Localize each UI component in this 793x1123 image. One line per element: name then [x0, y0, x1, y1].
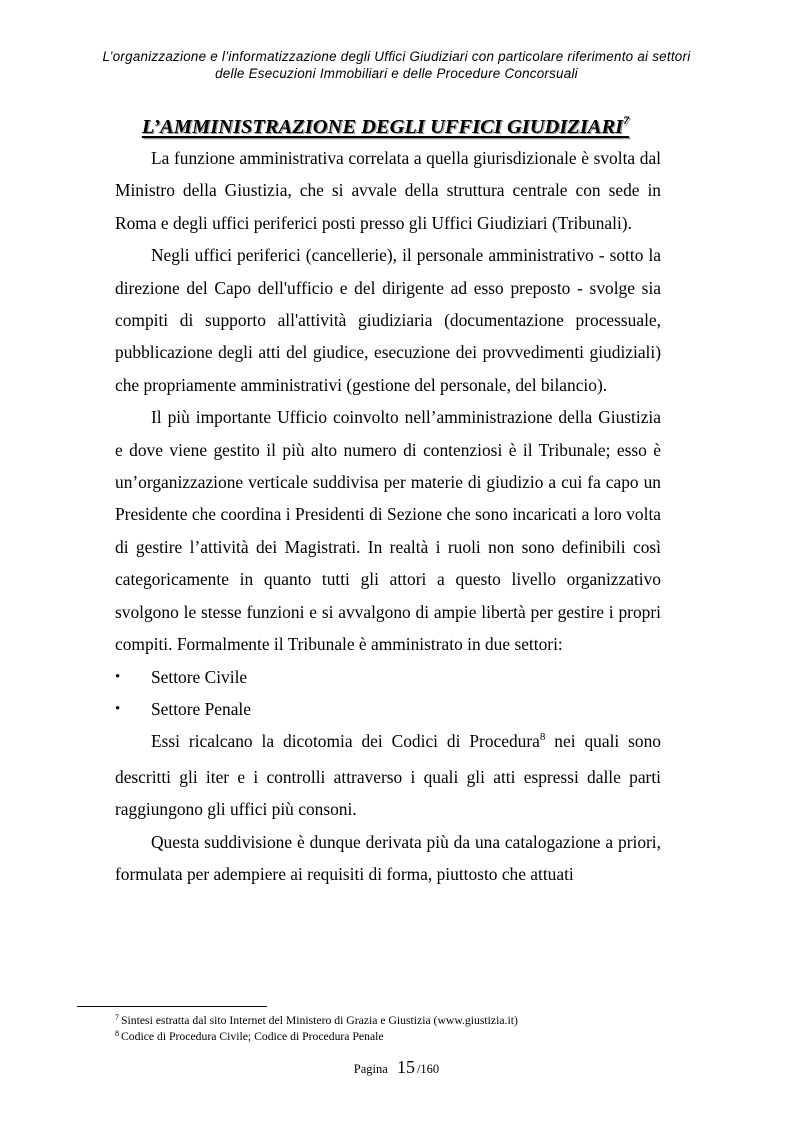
footnote-8	[115, 1029, 675, 1045]
bullet-icon: •	[115, 668, 121, 685]
paragraph-2: Negli uffici periferici (cancellerie), il personale amministrativo - sotto la direzione del Capo dell'ufficio e del dirigente ad esso preposto - svolge sia compiti di supporto all'attività giudiziaria (documentazione processuale, pubblicazione degli atti del giudice, esecuzione dei provvedimenti giudiziali) che propriamente amministrativi (gestione del personale, del bilancio).	[115, 245, 661, 395]
header-line-2: delle Esecuzioni Immobiliari e delle Procedure Concorsuali	[215, 66, 578, 81]
list-item-label: Settore Civile	[151, 666, 248, 687]
footnotes	[115, 1013, 675, 1045]
title-footnote-ref: 7	[623, 113, 630, 127]
paragraph-4-start: Essi ricalcano la dicotomia dei Codici di Procedura	[151, 731, 540, 752]
footnote-text: Sintesi estratta dal sito Internet del Ministero di Grazia e Giustizia (www.giustizia.it)	[121, 1014, 518, 1027]
section-title-text: L’AMMINISTRAZIONE DEGLI UFFICI GIUDIZIARI	[141, 115, 624, 138]
footnote-text: Codice di Procedura Civile; Codice di Procedura Penale	[121, 1030, 384, 1043]
page-label: Pagina	[353, 1062, 388, 1076]
paragraph-4	[115, 725, 661, 825]
footnote-number: 8	[115, 1029, 119, 1038]
total-pages: /160	[416, 1062, 440, 1076]
sector-list	[115, 661, 661, 726]
list-item-label: Settore Penale	[151, 698, 251, 719]
header-line-1: L’organizzazione e l’informatizzazione degli Uffici Giudiziari con particolare riferimento ai settori	[102, 49, 691, 64]
paragraph-5: Questa suddivisione è dunque derivata più da una catalogazione a priori, formulata per adempiere ai requisiti di forma, piuttosto che attuati	[115, 831, 661, 884]
footnote-divider	[77, 1006, 267, 1007]
bullet-icon: •	[115, 700, 121, 717]
paragraph-3: Il più importante Ufficio coinvolto nell’amministrazione della Giustizia e dove viene gestito il più alto numero di contenziosi è il Tribunale; esso è un’organizzazione verticale suddivisa per materie di giudizio a cui fa capo un Presidente che coordina i Presidenti di Sezione che sono incaricati a loro volta di gestire l’attività dei Magistrati. In realtà i ruoli non sono definibili così categoricamente in quanto tutti gli attori a questo livello organizzativo svolgono le stesse funzioni e si avvalgono di ampie libertà per gestire i propri compiti. Formalmente il Tribunale è amministrato in due settori:	[115, 407, 661, 655]
paragraph-1: La funzione amministrativa correlata a quella giurisdizionale è svolta dal Ministro della Giustizia, che si avvale della struttura centrale con sede in Roma e degli uffici periferici posti presso gli Uffici Giudiziari (Tribunali).	[115, 148, 661, 233]
list-item	[115, 661, 661, 693]
paragraph-4-end: nei quali sono descritti gli iter e i controlli attraverso i quali gli atti espressi dalle parti raggiungono gli uffici più consoni.	[115, 731, 661, 820]
footnote-number: 7	[115, 1013, 119, 1022]
section-title	[0, 107, 771, 141]
running-header	[40, 48, 753, 82]
footnote-ref-8: 8	[539, 731, 546, 744]
page-number	[0, 1057, 793, 1078]
current-page: 15	[396, 1057, 415, 1077]
footnote-7	[115, 1013, 675, 1029]
list-item	[115, 693, 661, 725]
body-text	[115, 142, 661, 890]
